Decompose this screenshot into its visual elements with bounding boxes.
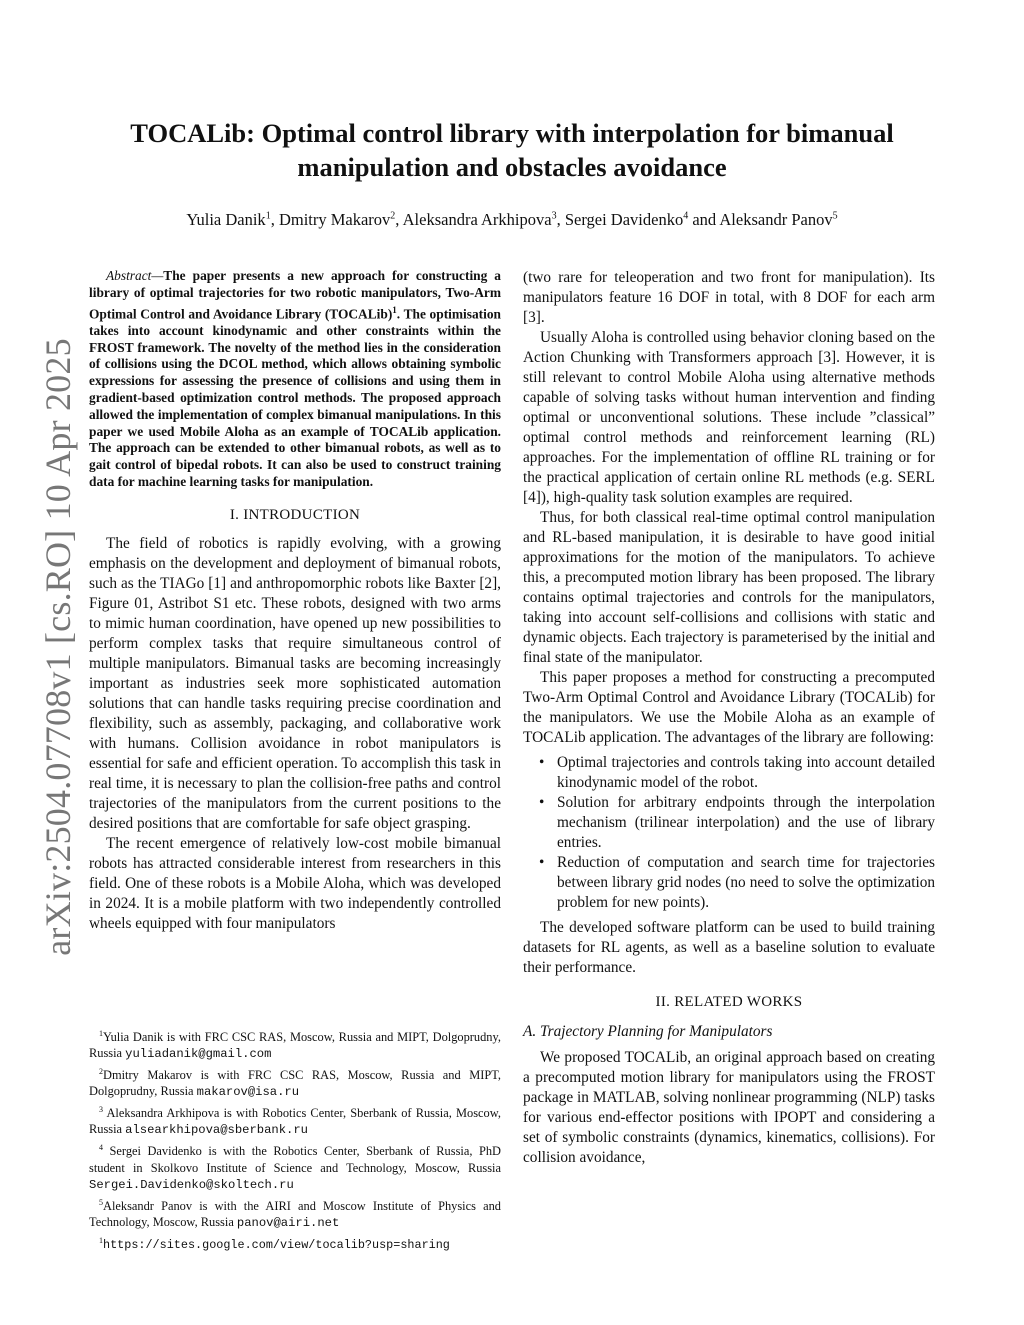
abstract-text-a: The paper presents a new approach for constructing a library of optimal trajectories for two robotic manipulators, Two-Arm Optimal Control and Avoidance Library (TOCALib) — [89, 268, 501, 322]
arxiv-side-identifier — [33, 338, 83, 956]
abstract-lead: Abstract— — [106, 268, 164, 283]
right-paragraph-5: The developed software platform can be used to build training datasets for RL agents, as well as a baseline solution to evaluate their performance. — [523, 919, 935, 976]
intro-paragraph-1: The field of robotics is rapidly evolving, with a growing emphasis on the development and deployment of bimanual robots, such as the TIAGo [1] and anthropomorphic robots like Baxter [2], Figure 01, Astribot S1 etc. These robots, designed with two arms to mimic human coordination, have opened up new possibilities to perform complex tasks that require simultaneous control of multiple manipulators. Bimanual tasks are becoming increasingly important as industries seek more sophisticated automation solutions that can handle tasks requiring precise coordination and flexibility, such as assembly, packaging, and collaborative work with humans. Collision avoidance in robot manipulators is essential for safe and efficient operation. To accomplish this task in real time, it is necessary to plan the collision-free paths and control trajectories of the manipulators from the current positions to the desired positions that are comfortable for safe object grasping. — [89, 534, 501, 832]
footnote: $^1$Yulia Danik is with FRC CSC RAS, Moscow, Russia and MIPT, Dolgoprudny, Russia yuliadanik@gmail.com — [89, 1029, 501, 1062]
footnote: $^5$Aleksandr Panov is with the AIRI and Moscow Institute of Physics and Technology, Moscow, Russia panov@airi.net — [89, 1197, 501, 1230]
author: Sergei Davidenko$^4$ and — [564, 210, 720, 229]
author: Dmitry Makarov$^2$, — [278, 210, 403, 229]
paper-title: TOCALib: Optimal control library with interpolation for bimanual manipulation and obstacles avoidance — [130, 118, 894, 182]
footnote-email[interactable]: panov@airi.net — [236, 1215, 340, 1230]
abstract-text-b: . The optimisation takes into account kinodynamic and other constraints within the FROST framework. The novelty of the method lies in the consideration of collisions using the DCOL method, which allows obtaining symbolic expressions for assessing the presence of collisions and using them in gradient-based optimization control methods. The proposed approach allowed the implementation of complex bimanual manipulations. In this paper we used Mobile Aloha as an example of TOCALib application. The approach can be extended to other bimanual robots, as well as to gait control of bipedal robots. It can also be used to construct training data for machine learning tasks for manipulation. — [89, 306, 501, 490]
author: Aleksandr Panov$^5$ — [719, 210, 838, 229]
footnote-email[interactable]: alsearkhipova@sberbank.ru — [125, 1123, 308, 1138]
advantages-list — [523, 753, 935, 913]
footnote-email[interactable]: makarov@isa.ru — [196, 1085, 300, 1100]
list-item: • Optimal trajectories and controls taking into account detailed kinodynamic model of the robot. — [557, 753, 935, 793]
author: Yulia Danik$^1$, — [186, 210, 279, 229]
right-paragraph-6: We proposed TOCALib, an original approach based on creating a precomputed motion library for manipulators using the FROST package in MATLAB, solving nonlinear programming (NLP) tasks for various end-effector positions with IPOPT and considering a set of symbolic constraints (dynamics, kinematics, collisions). For collision avoidance, — [523, 1049, 935, 1166]
right-column — [523, 268, 935, 1168]
right-paragraph-2: Usually Aloha is controlled using behavior cloning based on the Action Chunking with Transformers approach [3]. However, it is still relevant to control Mobile Aloha using alternative methods capable of solving tasks without human intervention and finding optimal or unconventional solutions. These include ”classical” optimal control methods and reinforcement learning (RL) approaches. For the implementation of offline RL training or for the practical application of certain online RL methods (e.g. SERL [4]), high-quality task solution examples are required. — [523, 329, 935, 506]
footnote-email[interactable]: yuliadanik@gmail.com — [125, 1047, 272, 1062]
list-item: • Solution for arbitrary endpoints through the interpolation mechanism (trilinear interpolation) and the use of library entries. — [557, 793, 935, 853]
author: Aleksandra Arkhipova$^3$, — [402, 210, 565, 229]
arxiv-id-text: arXiv:2504.07708v1 [cs.RO] 10 Apr 2025 — [38, 338, 78, 956]
footnote: $^2$Dmitry Makarov is with FRC CSC RAS, Moscow, Russia and MIPT, Dolgoprudny, Russia makarov@isa.ru — [89, 1067, 501, 1100]
left-column — [89, 268, 501, 934]
intro-paragraph-2: The recent emergence of relatively low-cost mobile bimanual robots has attracted considerable interest from researchers in this field. One of these robots is a Mobile Aloha, which was developed in 2024. It is a mobile platform with two independently controlled wheels equipped with four manipulators — [89, 834, 501, 932]
subsection-heading-trajectory-planning: A. Trajectory Planning for Manipulators — [523, 1023, 773, 1040]
right-paragraph-4: This paper proposes a method for constructing a precomputed Two-Arm Optimal Control and Avoidance Library (TOCALib) for the manipulators. We use the Mobile Aloha as an example of TOCALib application. The advantages of the library are following: — [523, 669, 935, 746]
footnote: $^3$ Aleksandra Arkhipova is with Robotics Center, Sberbank of Russia, Moscow, Russia alsearkhipova@sberbank.ru — [89, 1105, 501, 1138]
abstract — [89, 268, 501, 491]
footnotes — [89, 1026, 501, 1255]
footnote-url: $^1$https://sites.google.com/view/tocalib?usp=sharing — [99, 1235, 450, 1252]
list-item: • Reduction of computation and search time for trajectories between library grid nodes (no need to solve the optimization problem for new points). — [557, 853, 935, 913]
right-paragraph-1: (two rare for teleoperation and two front for manipulation). Its manipulators feature 16 DOF in total, with 8 DOF for each arm [3]. — [523, 269, 935, 326]
author-list — [60, 210, 964, 230]
project-url-link[interactable]: https://sites.google.com/view/tocalib?usp=sharing — [103, 1237, 450, 1252]
section-heading-related-works: II. RELATED WORKS — [655, 994, 803, 1010]
abstract-footnote-mark: 1 — [392, 304, 397, 315]
section-heading-introduction: I. INTRODUCTION — [229, 506, 361, 523]
footnote: $^4$ Sergei Davidenko is with the Robotics Center, Sberbank of Russia, PhD student in Skolkovo Institute of Science and Technology, Moscow, Russia Sergei.Davidenko@skoltech.ru — [89, 1143, 501, 1192]
right-paragraph-3: Thus, for both classical real-time optimal control manipulation and RL-based manipulation, it is desirable to have good initial approximations for the motion of the manipulators. To achieve this, a precomputed motion library has been proposed. The library contains optimal trajectories and controls for the manipulators, taking into account self-collisions and collisions with static and dynamic objects. Each trajectory is parameterised by the initial and final state of the manipulator. — [523, 509, 935, 666]
footnote-email[interactable]: Sergei.Davidenko@skoltech.ru — [89, 1177, 294, 1192]
